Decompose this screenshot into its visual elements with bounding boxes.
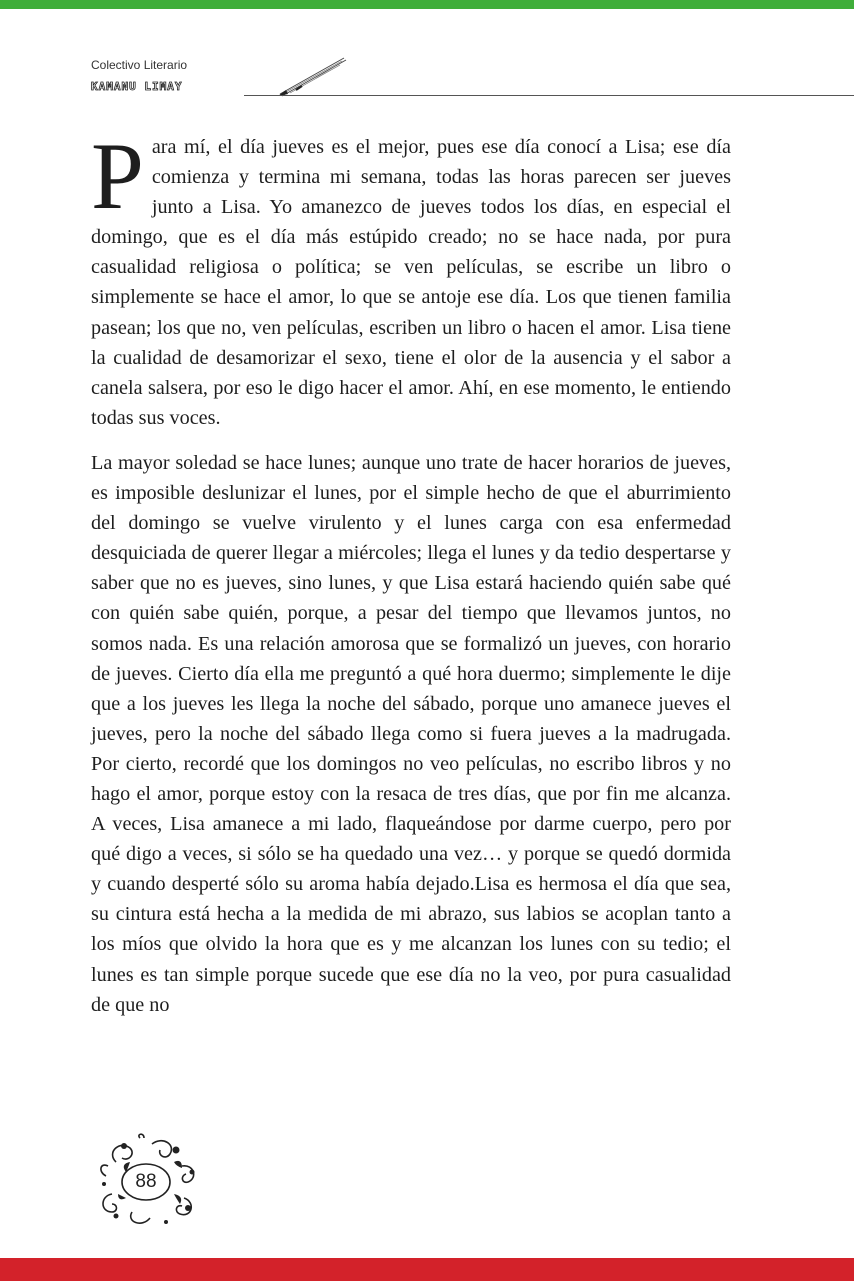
bottom-color-bar [0, 1258, 854, 1281]
publication-name: Colectivo Literario [91, 58, 188, 72]
drop-cap: P [91, 123, 144, 229]
publication-brand: KAMANU LIMAY [91, 80, 183, 93]
fountain-pen-icon [276, 54, 348, 98]
header-rule [244, 95, 854, 96]
paragraph-2: La mayor soledad se hace lunes; aunque uno trate de hacer horarios de jueves, es imposible deslunizar el lunes, por el simple hecho de que el aburrimiento del domingo se vuelve virulento y el lunes carga con esa enfermedad desquiciada de querer llegar a miércoles; llega el lunes y da tedio despertarse y saber que no es jueves, sino lunes, y que Lisa estará haciendo quién sabe qué con quién sabe quién, porque, a pesar del tiempo que llevamos juntos, no somos nada. Es una relación amorosa que se formalizó un jueves, con horario de jueves. Cierto día ella me preguntó a qué hora duermo; simplemente le dije que a los jueves les llega la noche del sábado, porque uno amanece jueves el jueves, pero la noche del sábado llega como si fuera jueves a la madrugada. Por cierto, recordé que los domingos no veo películas, no escribo libros y no hago el amor, porque estoy con la resaca de tres días, que por fin me alcanza. A veces, Lisa amanece a mi lado, flaqueándose por darme cuerpo, pero por qué digo a veces, si sólo se ha quedado una vez… y porque se quedó dormida y cuando desperté sólo su aroma había dejado.Lisa es hermosa el día que sea, su cintura está hecha a la medida de mi abrazo, sus labios se acoplan tanto a los míos que olvido la hora que es y me alcanzan los lunes con su tedio; el lunes es tan simple porque sucede que ese día no la veo, por pura casualidad de que no [91, 451, 731, 1016]
page-header [0, 0, 854, 110]
page-number: 88 [135, 1171, 157, 1192]
article-body [91, 123, 731, 1020]
paragraph-1 [91, 123, 731, 433]
paragraph-1-text: ara mí, el día jueves es el mejor, pues ese día conocí a Lisa; ese día comienza y termina mi semana, todas las horas parecen ser jueves junto a Lisa. Yo amanezco de jueves todos los días, en especial el domingo, que es el día más estúpido creado; no se hace nada, por pura casualidad religiosa o política; se ven películas, se escribe un libro o simplemente se hace el amor, lo que se antoje ese día. Los que tienen familia pasean; los que no, ven películas, escriben un libro o hacen el amor. Lisa tiene la cualidad de desamorizar el sexo, tiene el olor de la ausencia y el sabor a canela salsera, por eso le digo hacer el amor. Ahí, en ese momento, le entiendo todas sus voces. [91, 136, 731, 429]
